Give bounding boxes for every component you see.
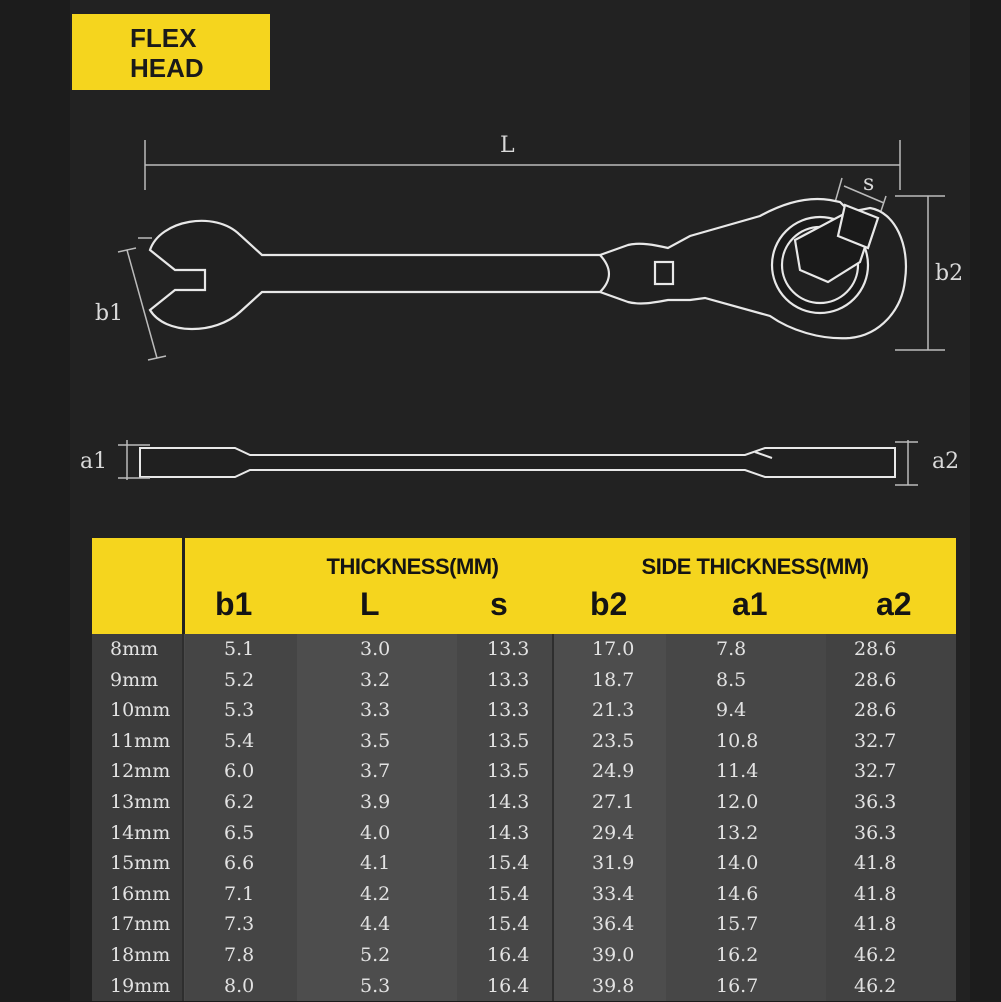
cell-s: 16.4	[487, 974, 530, 997]
label-L: L	[500, 133, 515, 158]
cell-s: 15.4	[487, 852, 530, 875]
table-row	[92, 848, 956, 879]
table-corner-cell	[92, 538, 182, 634]
cell-b1: 6.0	[224, 760, 255, 783]
cell-L: 4.2	[360, 882, 391, 905]
cell-a2: 28.6	[854, 638, 897, 660]
cell-a1: 13.2	[716, 821, 759, 844]
col-header-b1: b1	[215, 586, 253, 622]
table-row	[92, 726, 956, 757]
cell-b1: 6.2	[224, 791, 255, 813]
cell-a2: 41.8	[854, 882, 897, 905]
cell-b2: 39.8	[592, 974, 635, 997]
cell-b2: 29.4	[592, 821, 635, 844]
cell-size: 10mm	[110, 699, 171, 722]
cell-b2: 21.3	[592, 699, 635, 722]
cell-b2: 18.7	[592, 668, 635, 691]
cell-a2: 28.6	[854, 668, 897, 691]
cell-b1: 6.6	[224, 852, 255, 875]
cell-a2: 32.7	[854, 760, 897, 783]
label-b2: b2	[935, 261, 964, 286]
cell-a1: 16.7	[716, 974, 759, 997]
cell-a1: 7.8	[716, 638, 747, 660]
wrench-side-view	[140, 448, 895, 477]
cell-s: 13.5	[487, 729, 530, 752]
cell-b2: 31.9	[592, 852, 635, 875]
cell-a2: 46.2	[854, 974, 897, 997]
label-a1: a1	[80, 449, 108, 474]
cell-L: 3.0	[360, 638, 391, 660]
cell-L: 5.3	[360, 974, 391, 997]
cell-size: 19mm	[110, 974, 171, 997]
cell-s: 15.4	[487, 882, 530, 905]
cell-b1: 5.2	[224, 668, 255, 691]
cell-size: 17mm	[110, 913, 171, 936]
cell-a1: 16.2	[716, 944, 759, 966]
cell-b2: 36.4	[592, 913, 635, 936]
cell-size: 16mm	[110, 882, 171, 905]
cell-b2: 33.4	[592, 882, 635, 905]
cell-size: 12mm	[110, 760, 171, 783]
table-row	[92, 879, 956, 910]
table-row	[92, 940, 956, 971]
col-header-b2: b2	[590, 586, 628, 622]
cell-a1: 12.0	[716, 791, 759, 813]
cell-a1: 14.0	[716, 852, 759, 875]
cell-b2: 39.0	[592, 944, 635, 966]
cell-size: 11mm	[110, 729, 171, 752]
cell-L: 3.9	[360, 791, 391, 813]
badge-line-2: HEAD	[130, 53, 204, 83]
cell-size: 14mm	[110, 821, 171, 844]
col-header-a2: a2	[876, 586, 912, 622]
cell-L: 3.3	[360, 699, 391, 722]
cell-b2: 27.1	[592, 791, 635, 813]
cell-b1: 5.1	[224, 638, 255, 660]
cell-L: 5.2	[360, 944, 391, 966]
cell-a2: 36.3	[854, 821, 897, 844]
table-row	[92, 756, 956, 787]
cell-s: 16.4	[487, 944, 530, 966]
cell-a1: 15.7	[716, 913, 759, 936]
cell-size: 15mm	[110, 852, 171, 875]
col-header-s: s	[490, 586, 508, 622]
length-dimension	[145, 140, 900, 190]
cell-s: 14.3	[487, 791, 530, 813]
table-row	[92, 909, 956, 940]
label-s: s	[863, 171, 875, 196]
cell-a2: 28.6	[854, 699, 897, 722]
cell-b1: 7.3	[224, 913, 255, 936]
cell-a2: 36.3	[854, 791, 897, 813]
col-header-L: L	[360, 586, 380, 622]
size-table	[92, 538, 956, 1001]
cell-a2: 41.8	[854, 852, 897, 875]
cell-L: 4.4	[360, 913, 391, 936]
a2-dimension	[895, 440, 918, 485]
table-row	[92, 695, 956, 726]
label-b1: b1	[95, 301, 124, 326]
cell-b2: 23.5	[592, 729, 635, 752]
cell-L: 3.7	[360, 760, 391, 783]
cell-b1: 8.0	[224, 974, 255, 997]
cell-s: 15.4	[487, 913, 530, 936]
cell-a2: 41.8	[854, 913, 897, 936]
table-row	[92, 818, 956, 849]
thickness-title: THICKNESS(MM)	[326, 554, 499, 579]
table-body	[92, 634, 956, 1001]
col-header-a1: a1	[732, 586, 768, 622]
table-row	[92, 971, 956, 1002]
cell-b1: 7.8	[224, 944, 255, 966]
badge-line-1: FLEX	[130, 23, 197, 53]
cell-s: 13.3	[487, 699, 530, 722]
cell-size: 18mm	[110, 944, 171, 966]
cell-a1: 14.6	[716, 882, 759, 905]
cell-b1: 6.5	[224, 821, 255, 844]
table-row	[92, 634, 956, 665]
cell-L: 3.5	[360, 729, 391, 752]
cell-b2: 24.9	[592, 760, 635, 783]
cell-b2: 17.0	[592, 638, 635, 660]
side-thickness-title: SIDE THICKNESS(MM)	[641, 554, 869, 579]
cell-a1: 9.4	[716, 699, 747, 722]
label-a2: a2	[932, 449, 960, 474]
table-row	[92, 787, 956, 818]
cell-a2: 46.2	[854, 944, 897, 966]
cell-b1: 5.4	[224, 729, 255, 752]
side-thickness-header	[554, 538, 956, 634]
cell-s: 13.5	[487, 760, 530, 783]
cell-s: 13.3	[487, 638, 530, 660]
cell-a2: 32.7	[854, 729, 897, 752]
cell-a1: 10.8	[716, 729, 759, 752]
cell-b1: 7.1	[224, 882, 255, 905]
cell-s: 14.3	[487, 821, 530, 844]
cell-b1: 5.3	[224, 699, 255, 722]
wrench-top-view	[150, 199, 906, 338]
table-row	[92, 665, 956, 696]
cell-size: 9mm	[110, 668, 159, 691]
cell-L: 4.1	[360, 852, 391, 875]
cell-size: 13mm	[110, 791, 171, 813]
cell-L: 3.2	[360, 668, 391, 691]
cell-a1: 8.5	[716, 668, 747, 691]
cell-size: 8mm	[110, 638, 159, 660]
cell-L: 4.0	[360, 821, 391, 844]
cell-a1: 11.4	[716, 760, 759, 783]
cell-s: 13.3	[487, 668, 530, 691]
